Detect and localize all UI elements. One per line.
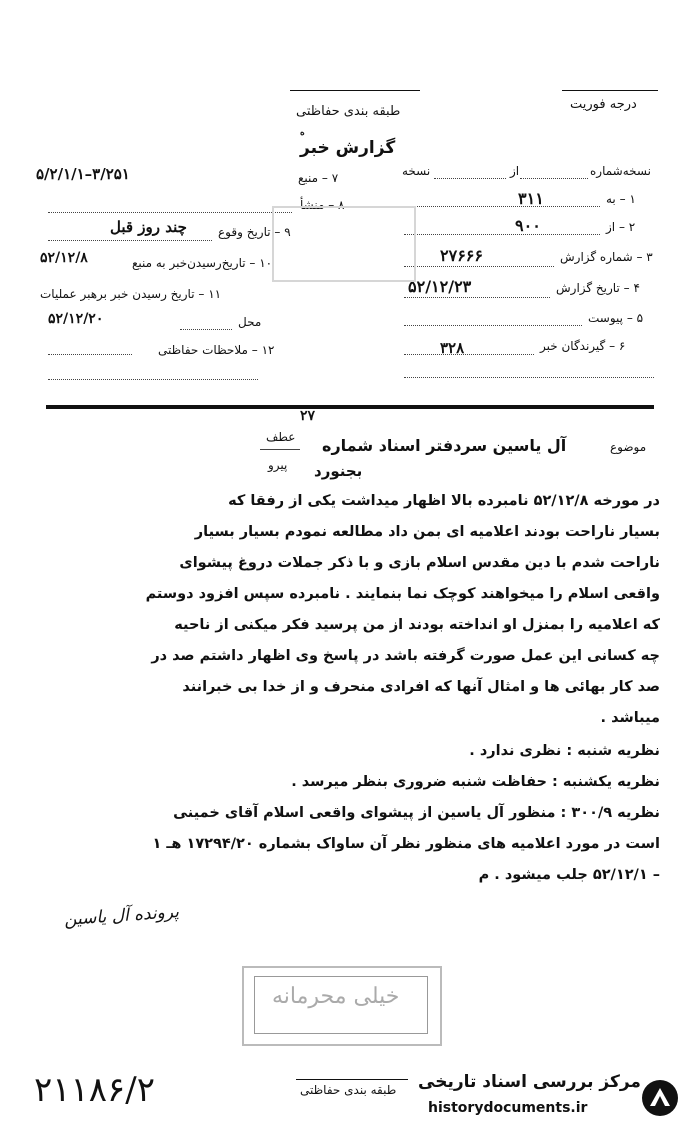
classification-label: طبقه بندی حفاظتی [296,104,401,119]
field-protective-notes-label: ۱۲ – ملاحظات حفاظتی [158,343,275,357]
opinion-line: است در مورد اعلامیه های منظور نظر آن ساواک بشماره ۱۷۲۹۴/۲۰ هـ ۱ [152,836,660,852]
subject-city: بجنورد [314,462,363,480]
body-line: که اعلامیه را بمنزل او انداخته بودند از من پرسید فکر میکنی از ناحیه [174,617,660,633]
priority-label: درجه فوریت [570,97,637,112]
field-occurrence-date-value: چند روز قبل [110,218,187,236]
body-line: واقعی اسلام را میخواهند کوچک نما بنمایند . نامبرده سپس افزود دوستم [145,586,660,602]
body-line: بسیار ناراحت بودند اعلامیه ای بمن داد مطالعه نمودم بسیار بسیار [194,524,660,540]
handwritten-note: پرونده آل یاسین [63,902,180,930]
classification-overline [290,90,420,91]
field-location-value: ۵۲/۱۲/۲۰ [48,311,104,327]
faint-stamp [272,206,416,282]
body-line: ناراحت شدم با دین مقدس اسلام بازی و با ذکر جملات دروغ پیشوای [179,555,660,571]
field-recipients-label: ۶ – گیرندگان خبر [540,339,626,353]
footer-classification-label: طبقه بندی حفاظتی [300,1083,397,1097]
field-to-value: ۳۱۱ [518,189,544,208]
field-from-value: ۹۰۰ [515,216,541,235]
stamp-text: خیلی محرمانه [272,984,400,1009]
opinions [44,736,660,891]
field-report-number-value: ۲۷۶۶۶ [440,246,483,265]
copy-of-label: از [510,164,520,178]
copy-label: نسخه [402,164,431,178]
website: historydocuments.ir [428,1100,588,1116]
report-body [44,486,660,734]
field-location-label: محل [238,315,262,329]
priority-underline [562,90,658,91]
header-divider [46,405,654,409]
field-from-label: ۲ – از [606,220,636,234]
report-title: گزارش خبر [300,138,396,158]
field-recipients-value: ۳۲۸ [440,339,465,357]
body-line: میباشد . [600,710,660,726]
opinion-line: نظریه ۳۰۰/۹ : منظور آل یاسین از پیشوای واقعی اسلام آقای خمینی [173,805,660,821]
field-source-received-value: ۵۲/۱۲/۸ [40,250,88,266]
opinion-line: نظریه یکشنبه : حفاظت شنبه ضروری بنظر میرسد . [291,774,660,790]
field-report-number-label: ۳ – شماره گزارش [560,250,653,264]
field-origin-label: ۸ – منشأ [300,198,345,212]
subject-label: موضوع [610,440,647,454]
mark-top: ه [300,128,305,138]
logo-icon [642,1080,678,1116]
opinion-line: – ۵۲/۱۲/۱ جلب میشود . م [478,867,660,883]
opinion-line: نظریه شنبه : نظری ندارد . [469,743,660,759]
field-report-date-value: ۵۲/۱۲/۲۳ [408,277,472,296]
center-name: مرکز بررسی اسناد تاریخی [418,1072,641,1092]
confidential-stamp [242,966,442,1046]
archive-number: ۲۱۱۸۶/۲ [34,1070,156,1110]
atf-label: عطف [266,430,296,444]
field-ops-received-label: ۱۱ – تاریخ رسیدن خبر برهبر عملیات [40,287,222,301]
field-source-value: ۵/۲/۱/۱–۳/۲۵۱ [36,165,130,183]
subject-number: ۲۷ [300,408,316,424]
field-to-label: ۱ – به [606,192,636,206]
copy-number-label: نسخه‌شماره [590,164,651,178]
field-attachment-label: ۵ – پیوست [588,311,644,325]
peyro-label: پیرو [268,458,288,472]
field-source-received-label: ۱۰ – تاریخ‌رسیدن‌خبر به منبع [132,256,273,270]
field-occurrence-date-label: ۹ – تاریخ وقوع [218,225,291,239]
body-line: صد کار بهائی ها و امثال آنها که افرادی منحرف و از خدا بی خبرانند [182,679,660,695]
field-source-label: ۷ – منبع [298,171,339,185]
footer-classification-overline [296,1079,408,1080]
body-line: در مورخه ۵۲/۱۲/۸ نامبرده بالا اظهار میداشت یکی از رفقا که [228,493,660,509]
subject-text: آل یاسین سردفتر اسناد شماره [322,436,567,455]
field-report-date-label: ۴ – تاریخ گزارش [556,281,640,295]
body-line: چه کسانی این عمل صورت گرفته باشد در پاسخ وی اظهار داشتم صد در [151,648,660,664]
